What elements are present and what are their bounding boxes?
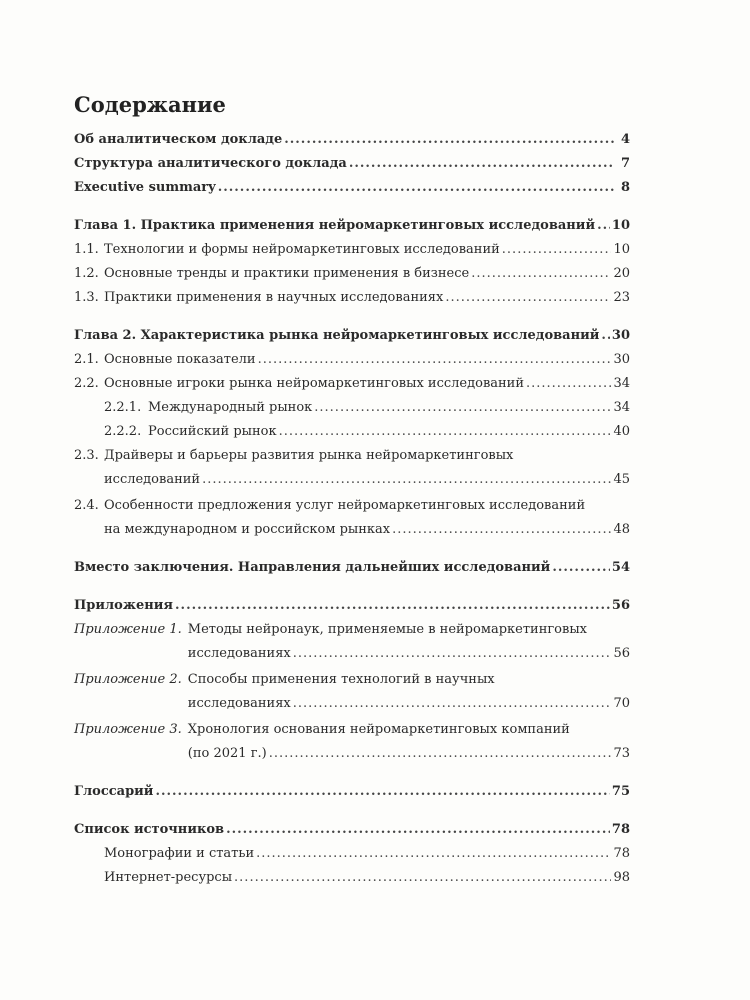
toc-appendix-entry[interactable] (74, 718, 630, 766)
toc-entry-label: Глава 1. Практика применения нейромаркетинговых исследований (74, 218, 596, 233)
dot-leader (155, 780, 609, 804)
entry-body (188, 618, 630, 666)
toc-entry-label: Вместо заключения. Направления дальнейших исследований (74, 560, 551, 575)
dot-leader (202, 468, 611, 492)
dot-leader (526, 372, 611, 396)
toc-entry-page: 70 (613, 696, 630, 711)
toc-entry-label: Драйверы и барьеры развития рынка нейромаркетинговых (104, 448, 514, 463)
toc-entry-page: 40 (613, 424, 630, 439)
toc-entry-page: 78 (611, 822, 630, 837)
toc-entry-label-continued: исследованиях (187, 646, 291, 661)
toc-entry-label: Интернет-ресурсы (104, 870, 233, 885)
toc-entry-page: 10 (613, 242, 630, 257)
entry-line-2 (104, 518, 630, 542)
dot-leader (258, 348, 612, 372)
toc-entry-label: Технологии и формы нейромаркетинговых исследований (104, 242, 500, 257)
toc-entry-page: 45 (613, 472, 630, 487)
section-number: 1.3. (74, 290, 99, 305)
toc-entry-page: 75 (611, 784, 630, 799)
toc-entry-label-continued: на международном и российском рынках (104, 522, 391, 537)
dot-leader (349, 152, 614, 176)
toc-entry-label: Основные показатели (104, 352, 256, 367)
toc-subsection-entry[interactable] (74, 842, 630, 866)
dot-leader (218, 176, 614, 200)
toc-entry-label: Практики применения в научных исследованиях (104, 290, 444, 305)
toc-entry-page: 34 (613, 400, 630, 415)
toc-entry-label: Приложения (74, 598, 174, 613)
toc-entry[interactable] (74, 176, 630, 200)
toc-section-entry[interactable] (74, 372, 630, 396)
section-number: 2.1. (74, 352, 99, 367)
toc-entry-label-continued: исследованиях (187, 696, 291, 711)
toc-entry-label: Об аналитическом докладе (74, 132, 283, 147)
dot-leader (279, 420, 612, 444)
toc-entry-page: 78 (613, 846, 630, 861)
toc-entry-label-continued: (по 2021 г.) (187, 746, 267, 761)
dot-leader (314, 396, 611, 420)
toc-entry-page: 30 (613, 352, 630, 367)
toc-entry-label: Хронология основания нейромаркетинговых компаний (187, 722, 570, 737)
appendix-number: Приложение 1. (74, 622, 182, 637)
toc-entry-label: Способы применения технологий в научных (187, 672, 495, 687)
toc-entry-page: 48 (613, 522, 630, 537)
section-number: 2.2.2. (104, 424, 142, 439)
toc-entry-page: 20 (613, 266, 630, 281)
section-number: 1.2. (74, 266, 99, 281)
toc-subsection-entry[interactable] (74, 420, 630, 444)
toc-section-entry[interactable] (74, 238, 630, 262)
entry-body (188, 668, 630, 716)
toc-entry-label: Международный рынок (148, 400, 313, 415)
toc-entry-page: 73 (613, 746, 630, 761)
table-of-contents (74, 128, 630, 890)
section-number: 2.3. (74, 448, 99, 463)
toc-entry-label: Методы нейронаук, применяемые в нейромаркетинговых (187, 622, 587, 637)
toc-entry-page: 10 (611, 218, 630, 233)
toc-section-entry[interactable] (74, 348, 630, 372)
dot-leader (293, 692, 612, 716)
toc-entry-page: 8 (620, 180, 630, 195)
toc-entry-page: 54 (611, 560, 630, 575)
dot-leader (226, 818, 610, 842)
toc-entry[interactable] (74, 152, 630, 176)
toc-entry-label: Основные игроки рынка нейромаркетинговых исследований (104, 376, 525, 391)
toc-chapter-entry[interactable] (74, 594, 630, 618)
toc-chapter-entry[interactable] (74, 214, 630, 238)
section-number: 2.2. (74, 376, 99, 391)
dot-leader (601, 324, 610, 348)
section-number: 1.1. (74, 242, 99, 257)
toc-appendix-entry[interactable] (74, 618, 630, 666)
toc-section-entry[interactable] (74, 494, 630, 542)
toc-chapter-entry[interactable] (74, 556, 630, 580)
toc-entry-label: Список источников (74, 822, 225, 837)
toc-section-entry[interactable] (74, 262, 630, 286)
dot-leader (445, 286, 611, 310)
toc-chapter-entry[interactable] (74, 818, 630, 842)
appendix-number: Приложение 3. (74, 722, 182, 737)
entry-line-2 (188, 642, 630, 666)
dot-leader (392, 518, 611, 542)
toc-entry-label: Особенности предложения услуг нейромаркетинговых исследований (104, 498, 586, 513)
toc-entry-page: 34 (613, 376, 630, 391)
toc-entry[interactable] (74, 128, 630, 152)
toc-section-entry[interactable] (74, 444, 630, 492)
section-number: 2.2.1. (104, 400, 142, 415)
toc-entry-label: Монографии и статьи (104, 846, 255, 861)
entry-line-2 (188, 692, 630, 716)
toc-entry-page: 23 (613, 290, 630, 305)
entry-body (104, 444, 630, 492)
dot-leader (471, 262, 611, 286)
dot-leader (284, 128, 614, 152)
toc-entry-page: 30 (611, 328, 630, 343)
toc-entry-label: Глоссарий (74, 784, 154, 799)
dot-leader (293, 642, 612, 666)
dot-leader (256, 842, 611, 866)
entry-line-2 (104, 468, 630, 492)
dot-leader (597, 214, 610, 238)
toc-chapter-entry[interactable] (74, 780, 630, 804)
toc-subsection-entry[interactable] (74, 866, 630, 890)
entry-body (188, 718, 630, 766)
toc-entry-page: 56 (613, 646, 630, 661)
toc-entry-label-continued: исследований (104, 472, 201, 487)
toc-entry-page: 7 (620, 156, 630, 171)
toc-entry-page: 98 (613, 870, 630, 885)
toc-entry-label: Глава 2. Характеристика рынка нейромаркетинговых исследований (74, 328, 600, 343)
toc-entry-page: 56 (611, 598, 630, 613)
section-number: 2.4. (74, 498, 99, 513)
dot-leader (234, 866, 611, 890)
toc-appendix-entry[interactable] (74, 668, 630, 716)
toc-entry-label: Структура аналитического доклада (74, 156, 347, 171)
entry-body (104, 494, 630, 542)
dot-leader (552, 556, 610, 580)
toc-subsection-entry[interactable] (74, 396, 630, 420)
toc-entry-page: 4 (620, 132, 630, 147)
toc-entry-label: Executive summary (74, 180, 216, 195)
toc-heading: Содержание (74, 92, 226, 117)
entry-line-2 (188, 742, 630, 766)
dot-leader (269, 742, 612, 766)
dot-leader (175, 594, 610, 618)
appendix-number: Приложение 2. (74, 672, 182, 687)
toc-section-entry[interactable] (74, 286, 630, 310)
toc-entry-label: Российский рынок (148, 424, 277, 439)
toc-entry-label: Основные тренды и практики применения в бизнесе (104, 266, 470, 281)
toc-chapter-entry[interactable] (74, 324, 630, 348)
dot-leader (502, 238, 612, 262)
